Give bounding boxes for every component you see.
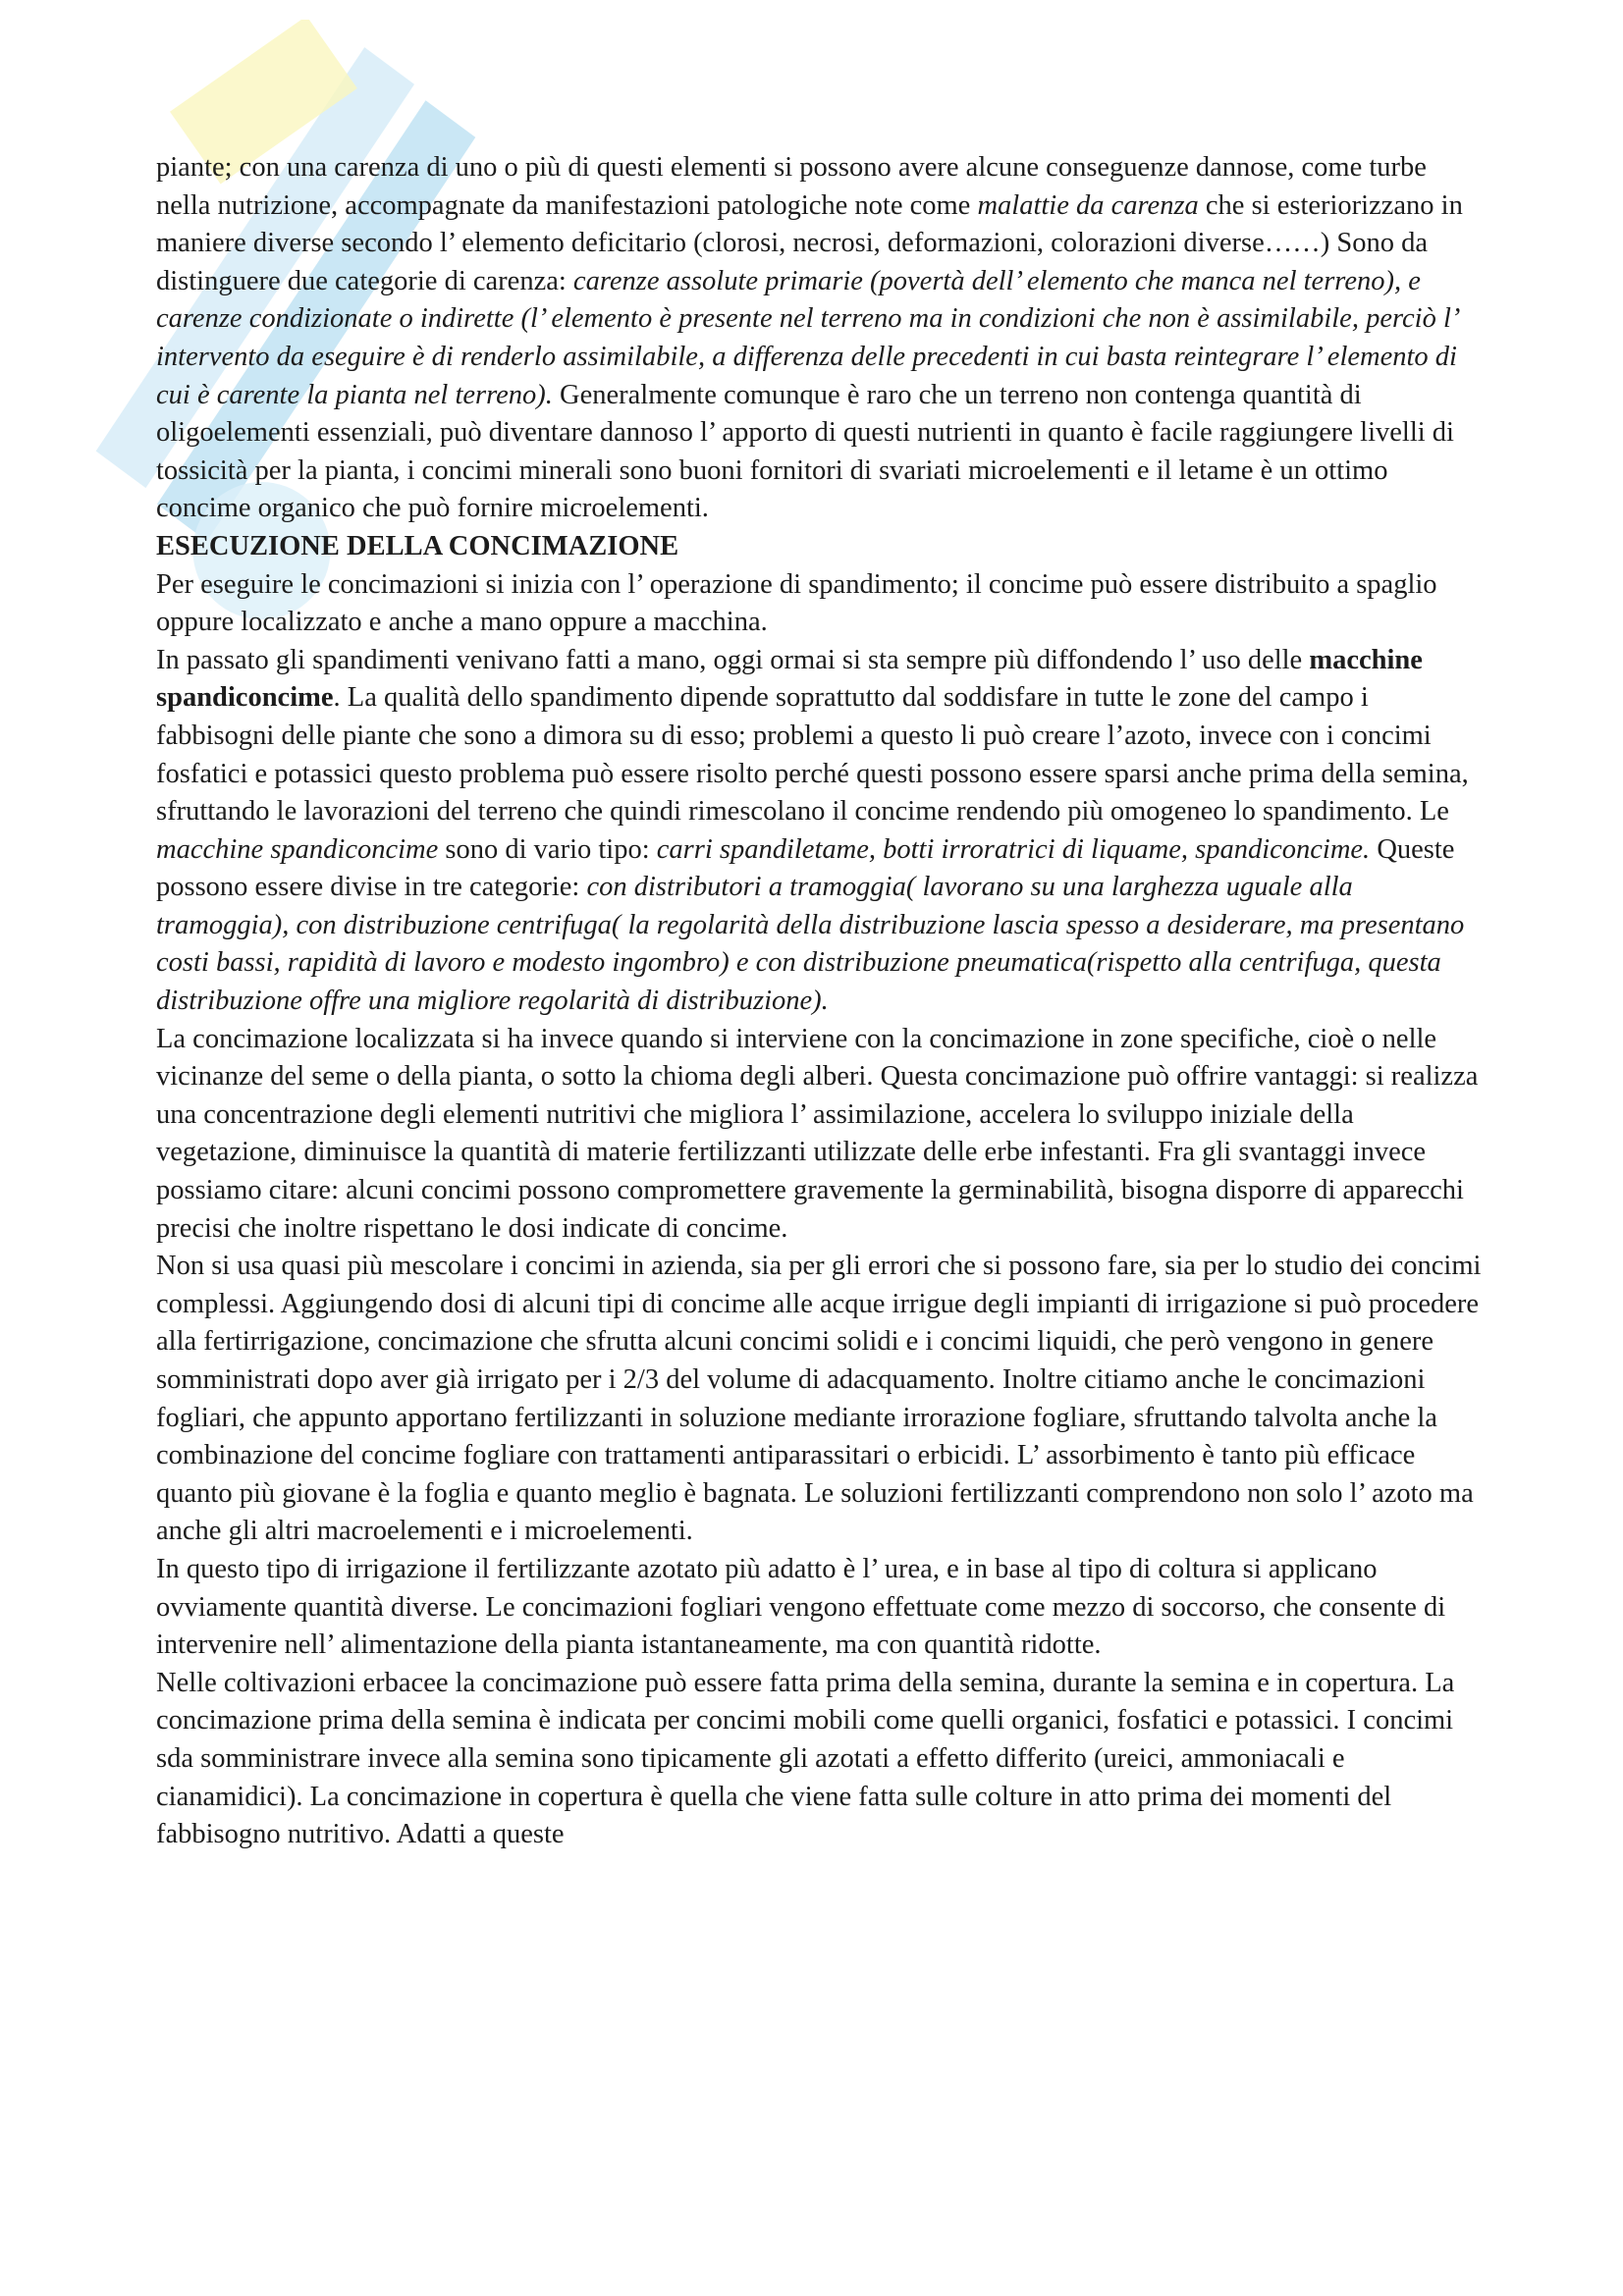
italic-passage: carenze assolute primarie (povertà dell’ elemento che manca nel terreno), e carenze condizionate o indirette (l’ elemento è presente nel terreno ma in condizioni che non è assimilabile, perciò l’ intervento da eseguire è di renderlo assimilabile, a differenza delle precedenti in cui basta reintegrare l’ elemento di cui è carente la pianta nel terreno). bbox=[156, 265, 1458, 410]
italic-term: malattie da carenza bbox=[977, 189, 1199, 221]
paragraph-localizzata: La concimazione localizzata si ha invece quando si interviene con la concimazione in zone specifiche, cioè o nelle vicinanze del seme o della pianta, o sotto la chioma degli alberi. Questa concimazione può offrire vantaggi: si realizza una concentrazione degli elementi nutritivi che migliora l’ assimilazione, accelera lo sviluppo iniziale della vegetazione, diminuisce la quantità di materie fertilizzanti utilizzate delle erbe infestanti. Fra gli svantaggi invece possiamo citare: alcuni concimi possono compromettere gravemente la germinabilità, bisogna disporre di apparecchi precisi che inoltre rispettano le dosi indicate di concime. bbox=[156, 1023, 1479, 1244]
italic-term: carri spandiletame, botti irroratrici di liquame, spandiconcime. bbox=[656, 833, 1371, 865]
italic-term: macchine spandiconcime bbox=[156, 833, 439, 865]
bold-term: macchine spandiconcime bbox=[156, 644, 1423, 714]
text-run: . La qualità dello spandimento dipende soprattutto dal soddisfare in tutte le zone del campo i fabbisogni delle piante che sono a dimora su di esso; problemi a questo li può creare l’azoto, invece con i concimi fosfatici e potassici questo problema può essere risolto perché questi possono essere sparsi anche prima della semina, sfruttando le lavorazioni del terreno che quindi rimescolano il concime rendendo più omogeneo lo spandimento. Le bbox=[156, 682, 1469, 828]
section-heading: ESECUZIONE DELLA CONCIMAZIONE bbox=[156, 530, 679, 561]
paragraph-urea: In questo tipo di irrigazione il fertilizzante azotato più adatto è l’ urea, e in base al tipo di coltura si applicano ovviamente quantità diverse. Le concimazioni fogliari vengono effettuate come mezzo di soccorso, che consente di intervenire nell’ alimentazione della pianta istantaneamente, ma con quantità ridotte. bbox=[156, 1553, 1446, 1661]
text-run: Generalmente comunque è raro che un terreno non contenga quantità di oligoelementi essenziali, può diventare dannoso l’ apporto di questi nutrienti in quanto è facile raggiungere livelli di tossicità per la pianta, i concimi minerali sono buoni fornitori di svariati microelementi e il letame è un ottimo concime organico che può fornire microelementi. bbox=[156, 379, 1454, 524]
document-body bbox=[156, 149, 1482, 1854]
paragraph-carenze bbox=[156, 149, 1482, 528]
text-run: che si esteriorizzano in maniere diverse secondo l’ elemento deficitario (clorosi, necrosi, deformazioni, colorazioni diverse……) Sono da distinguere due categorie di carenza: bbox=[156, 189, 1463, 296]
paragraph-spandimento: Per eseguire le concimazioni si inizia con l’ operazione di spandimento; il concime può essere distribuito a spaglio oppure localizzato e anche a mano oppure a macchina. bbox=[156, 568, 1437, 638]
paragraph-macchine bbox=[156, 642, 1482, 1021]
paragraph-erbacee: Nelle coltivazioni erbacee la concimazione può essere fatta prima della semina, durante la semina e in copertura. La concimazione prima della semina è indicata per concimi mobili come quelli organici, fosfatici e potassici. I concimi sda somministrare invece alla semina sono tipicamente gli azotati a effetto differito (ureici, ammoniacali e cianamidici). La concimazione in copertura è quella che viene fatta sulle colture in atto prima dei momenti del fabbisogno nutritivo. Adatti a queste bbox=[156, 1667, 1455, 1850]
text-run: In passato gli spandimenti venivano fatti a mano, oggi ormai si sta sempre più diffondendo l’ uso delle bbox=[156, 644, 1310, 675]
paragraph-fertirrigazione: Non si usa quasi più mescolare i concimi in azienda, sia per gli errori che si possono fare, sia per lo studio dei concimi complessi. Aggiungendo dosi di alcuni tipi di concime alle acque irrigue degli impianti di irrigazione si può procedere alla fertirrigazione, concimazione che sfrutta alcuni concimi solidi e i concimi liquidi, che però vengono in genere somministrati dopo aver già irrigato per i 2/3 del volume di adacquamento. Inoltre citiamo anche le concimazioni fogliari, che appunto apportano fertilizzanti in soluzione mediante irrorazione fogliare, sfruttando talvolta anche la combinazione del concime fogliare con trattamenti antiparassitari o erbicidi. L’ assorbimento è tanto più efficace quanto più giovane è la foglia e quanto meglio è bagnata. Le soluzioni fertilizzanti comprendono non solo l’ azoto ma anche gli altri macroelementi e i microelementi. bbox=[156, 1251, 1482, 1547]
text-run: Queste possono essere divise in tre categorie: bbox=[156, 833, 1455, 903]
text-run: piante; con una carenza di uno o più di questi elementi si possono avere alcune conseguenze dannose, come turbe nella nutrizione, accompagnate da manifestazioni patologiche note come bbox=[156, 152, 1427, 221]
text-run: sono di vario tipo: bbox=[438, 833, 657, 865]
italic-passage: con distributori a tramoggia( lavorano su una larghezza uguale alla tramoggia), con distribuzione centrifuga( la regolarità della distribuzione lascia spesso a desiderare, ma presentano costi bassi, rapidità di lavoro e modesto ingombro) e con distribuzione pneumatica(rispetto alla centrifuga, questa distribuzione offre una migliore regolarità di distribuzione). bbox=[156, 872, 1465, 1017]
